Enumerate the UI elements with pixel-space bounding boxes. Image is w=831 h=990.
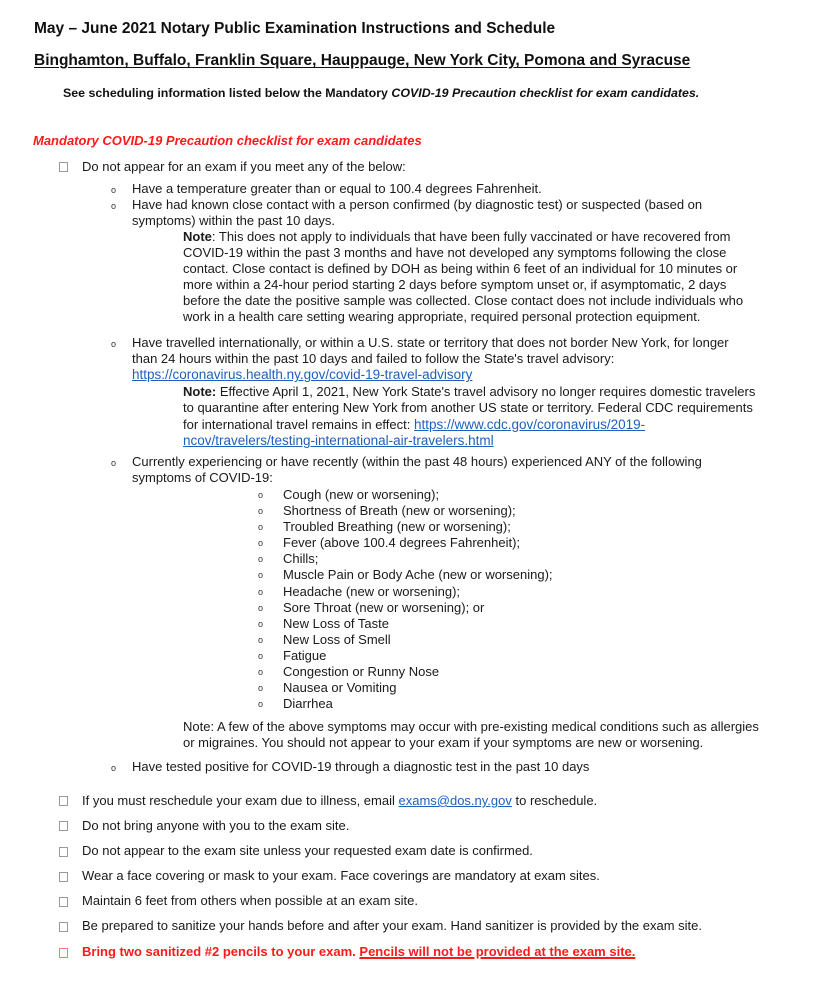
circle-bullet-icon: o [258, 683, 264, 694]
checkbox-icon[interactable] [59, 948, 68, 958]
checklist-item-confirmed-only: Do not appear to the exam site unless your requested exam date is confirmed. [82, 843, 533, 858]
circle-bullet-icon: o [258, 699, 264, 710]
circle-bullet-icon: o [258, 522, 264, 533]
circle-bullet-icon: o [111, 763, 117, 773]
exam-locations: Binghamton, Buffalo, Franklin Square, Hauppauge, New York City, Pomona and Syracuse [34, 52, 691, 69]
exams-email-link[interactable]: exams@dos.ny.gov [398, 793, 512, 808]
symptom-item: o Diarrhea [258, 696, 333, 712]
checkbox-icon[interactable] [59, 796, 68, 806]
travel-advisory-link[interactable]: https://coronavirus.health.ny.gov/covid-19-travel-advisory [132, 367, 473, 383]
checklist-item-sanitize: Be prepared to sanitize your hands before and after your exam. Hand sanitizer is provided by the exam site. [82, 918, 703, 933]
circle-bullet-icon: o [258, 490, 264, 500]
close-contact-line-1: Have had known close contact with a person confirmed (by diagnostic test) or suspected (based on [132, 197, 703, 212]
note-label: Note: [183, 384, 217, 399]
condition-close-contact [132, 197, 702, 229]
scheduling-note [63, 86, 699, 100]
symptom-item: o New Loss of Smell [258, 631, 391, 647]
condition-temperature: Have a temperature greater than or equal to 100.4 degrees Fahrenheit. [132, 181, 542, 196]
circle-bullet-icon: o [111, 339, 117, 349]
checkbox-icon[interactable] [59, 847, 68, 857]
circle-bullet-icon: o [111, 458, 117, 468]
circle-bullet-icon: o [111, 185, 117, 195]
circle-bullet-icon: o [258, 618, 264, 629]
close-contact-note: Note: This does not apply to individuals that have been fully vaccinated or have recovered from COVID-19 within the past 3 months and have not developed any symptoms following the close contact. Close contact is defined by DOH as being within 6 feet of an individual for 10 minutes or more within a 24-hour period starting 2 days before symptom unset or, if asymptomatic, 2 days before the date the positive sample was collected. Close contact does not include individuals who work in a health care setting wearing appropriate, required personal protection equipment. [183, 229, 744, 325]
checklist-item-distance: Maintain 6 feet from others when possible at an exam site. [82, 893, 419, 908]
circle-bullet-icon: o [258, 667, 264, 678]
travel-note: Note: Effective April 1, 2021, New York State's travel advisory no longer requires domestic travelers to quarantine after entering New York from another US state or territory. Federal CDC requirements for international travel remains in effect: https://www.cdc.gov/coronavirus/2019- ncov/travelers/testing-international-air-travelers.html [183, 384, 756, 448]
symptom-item: o Cough (new or worsening); [258, 487, 440, 502]
symptom-item: o Congestion or Runny Nose [258, 664, 440, 680]
symptom-item: o Shortness of Breath (new or worsening); [258, 503, 516, 519]
symptom-item: o Fever (above 100.4 degrees Fahrenheit); [258, 535, 521, 551]
symptom-item: o Nausea or Vomiting [258, 680, 397, 696]
condition-travel: Have travelled internationally, or within a U.S. state or territory that does not border New York, for longer than 24 hours within the past 10 days and failed to follow the State's travel advisory: https://coronavirus.health.ny.gov/covid-19-travel-advisory [132, 335, 729, 383]
condition-symptoms: Currently experiencing or have recently (within the past 48 hours) experienced ANY of the following symptoms of COVID-19: [132, 454, 702, 486]
scheduling-note-prefix: See scheduling information listed below the Mandatory [63, 86, 392, 100]
circle-bullet-icon: o [258, 634, 264, 645]
symptom-list [258, 487, 553, 712]
checklist-item-pencils: Bring two sanitized #2 pencils to your exam. Pencils will not be provided at the exam site. [82, 944, 636, 959]
circle-bullet-icon: o [258, 602, 264, 613]
checklist-item-face-covering: Wear a face covering or mask to your exam. Face coverings are mandatory at exam sites. [82, 868, 600, 883]
circle-bullet-icon: o [258, 586, 264, 597]
condition-tested-positive: Have tested positive for COVID-19 through a diagnostic test in the past 10 days [132, 759, 590, 774]
document-title: May – June 2021 Notary Public Examination Instructions and Schedule [34, 20, 556, 37]
note-label: Note [183, 229, 212, 244]
checklist-item-no-guests: Do not bring anyone with you to the exam site. [82, 818, 350, 833]
cdc-travel-link-continued[interactable]: ncov/travelers/testing-international-air-travelers.html [183, 432, 494, 448]
symptom-item: o Sore Throat (new or worsening); or [258, 599, 485, 615]
checkbox-icon[interactable] [59, 872, 68, 882]
symptom-item: o Muscle Pain or Body Ache (new or worsening); [258, 567, 553, 583]
symptom-item: o New Loss of Taste [258, 615, 389, 631]
close-contact-line-2: symptoms) within the past 10 days. [132, 213, 336, 229]
checklist-heading: Mandatory COVID-19 Precaution checklist for exam candidates [33, 133, 422, 148]
circle-bullet-icon: o [258, 554, 264, 565]
checklist-item-reschedule: If you must reschedule your exam due to illness, email exams@dos.ny.gov to reschedule. [82, 793, 598, 808]
cdc-travel-link[interactable]: https://www.cdc.gov/coronavirus/2019- [414, 416, 646, 432]
symptom-item: o Troubled Breathing (new or worsening); [258, 519, 511, 535]
circle-bullet-icon: o [258, 538, 264, 549]
circle-bullet-icon: o [258, 650, 264, 661]
checklist-item-do-not-appear: Do not appear for an exam if you meet any of the below: [82, 159, 406, 174]
symptoms-note: Note: A few of the above symptoms may occur with pre-existing medical conditions such as allergies or migraines. You should not appear to your exam if your symptoms are new or worsening. [183, 719, 759, 751]
checkbox-icon[interactable] [59, 162, 68, 172]
symptom-item: o Fatigue [258, 647, 327, 663]
circle-bullet-icon: o [258, 570, 264, 581]
circle-bullet-icon: o [111, 201, 117, 211]
checkbox-icon[interactable] [59, 897, 68, 907]
scheduling-note-italic: COVID-19 Precaution checklist for exam candidates. [391, 86, 700, 100]
pencils-warning: Pencils will not be provided at the exam site. [359, 944, 636, 959]
checkbox-icon[interactable] [59, 922, 68, 932]
symptom-item: o Headache (new or worsening); [258, 583, 461, 599]
checkbox-icon[interactable] [59, 821, 68, 831]
symptom-item: o Chills; [258, 551, 319, 567]
circle-bullet-icon: o [258, 506, 264, 517]
